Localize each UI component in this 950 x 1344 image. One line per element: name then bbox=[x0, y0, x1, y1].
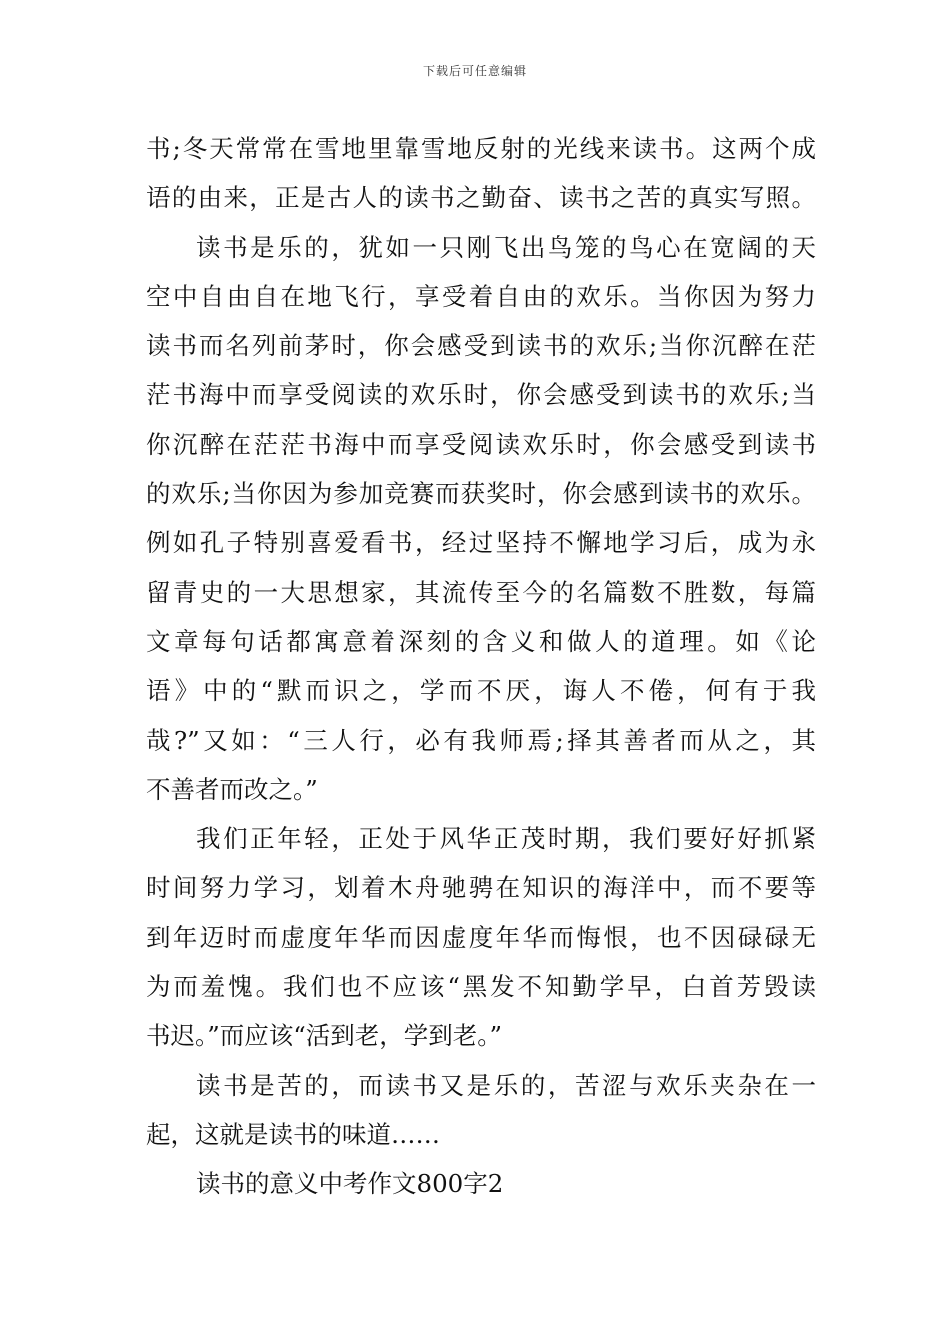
text-line: 语》中的“默而识之，学而不厌，诲人不倦，何有于我 bbox=[146, 676, 816, 706]
text-line: 读书的意义中考作文800字2 bbox=[196, 1169, 504, 1199]
text-line: 我们正年轻，正处于风华正茂时期，我们要好好抓紧 bbox=[196, 824, 816, 854]
text-line: 书迟。”而应该“活到老，学到老。” bbox=[146, 1021, 503, 1051]
text-line: 文章每句话都寓意着深刻的含义和做人的道理。如《论 bbox=[146, 626, 816, 656]
text-line: 语的由来，正是古人的读书之勤奋、读书之苦的真实写照。 bbox=[146, 183, 816, 213]
essay-body bbox=[146, 124, 816, 1209]
text-line: 读书是苦的，而读书又是乐的，苦涩与欢乐夹杂在一 bbox=[196, 1070, 816, 1100]
text-line: 书;冬天常常在雪地里靠雪地反射的光线来读书。这两个成 bbox=[146, 134, 816, 163]
text-line: 留青史的一大思想家，其流传至今的名篇数不胜数，每篇 bbox=[146, 577, 816, 607]
text-line: 哉?”又如：“三人行，必有我师焉;择其善者而从之，其 bbox=[146, 725, 816, 755]
text-line: 例如孔子特别喜爱看书，经过坚持不懈地学习后，成为永 bbox=[146, 528, 816, 558]
text-line: 不善者而改之。” bbox=[146, 774, 318, 804]
page-header: 下载后可任意编辑 bbox=[422, 64, 527, 78]
text-line: 茫书海中而享受阅读的欢乐时，你会感受到读书的欢乐;当 bbox=[146, 380, 816, 410]
text-line: 为而羞愧。我们也不应该“黑发不知勤学早，白首芳毁读 bbox=[146, 972, 816, 1002]
text-line: 的欢乐;当你因为参加竞赛而获奖时，你会感到读书的欢乐。 bbox=[146, 479, 816, 509]
text-line: 读书而名列前茅时，你会感受到读书的欢乐;当你沉醉在茫 bbox=[146, 331, 816, 361]
text-line: 读书是乐的，犹如一只刚飞出鸟笼的鸟心在宽阔的天 bbox=[196, 232, 816, 262]
text-line: 到年迈时而虚度年华而因虚度年华而悔恨，也不因碌碌无 bbox=[146, 922, 816, 952]
text-line: 你沉醉在茫茫书海中而享受阅读欢乐时，你会感受到读书 bbox=[146, 429, 816, 459]
text-line: 空中自由自在地飞行，享受着自由的欢乐。当你因为努力 bbox=[146, 281, 816, 311]
text-line: 起，这就是读书的味道…… bbox=[146, 1119, 440, 1149]
text-line: 时间努力学习，划着木舟驰骋在知识的海洋中，而不要等 bbox=[146, 873, 816, 903]
